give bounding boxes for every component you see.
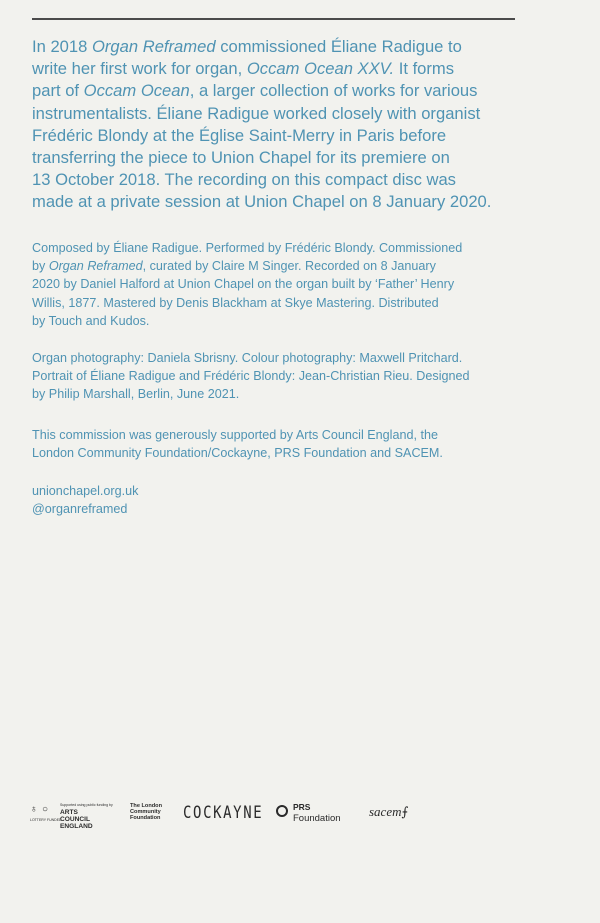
ace-funding-text: Supported using public funding by [60,803,113,807]
ace-name: ARTS COUNCIL ENGLAND [60,809,93,830]
intro-line: made at a private session at Union Chapel on 8 January 2020. [32,192,492,212]
support-statement [32,426,532,462]
intro-line: 13 October 2018. The recording on this compact disc was [32,170,456,190]
intro-paragraph [32,36,532,214]
credits-line: by Touch and Kudos. [32,313,150,328]
credits-line: by Organ Reframed, curated by Claire M Singer. Recorded on 8 January [32,259,436,274]
support-line: London Community Foundation/Cockayne, PRS Foundation and SACEM. [32,446,443,461]
prs-foundation-logo [276,803,356,829]
credits-line: Willis, 1877. Mastered by Denis Blackham at Skye Mastering. Distributed [32,295,439,310]
tlcf-line: The London [130,803,163,809]
lottery-funded-text: LOTTERY FUNDED [30,818,62,822]
photo-line: Organ photography: Daniela Sbrisny. Colour photography: Maxwell Pritchard. [32,351,463,365]
tlcf-line: Community [130,809,161,816]
credits-line: 2020 by Daniel Halford at Union Chapel on the organ built by ‘Father’ Henry [32,277,455,292]
credits-paragraph [32,239,532,330]
intro-line: instrumentalists. Éliane Radigue worked closely with organist [32,103,481,123]
prs-name: PRS [293,802,311,812]
cockayne-logo: COCKAYNE [183,803,264,823]
photography-credits [32,349,532,404]
london-community-foundation-logo [130,803,168,822]
links-block [32,482,532,518]
sacem-text: sacem [369,804,402,819]
intro-line: In 2018 Organ Reframed commissioned Éliane Radigue to [32,37,462,56]
tlcf-line: Foundation [130,815,161,822]
sacem-swoosh-icon: ⨍ [401,804,409,819]
prs-disc-icon [276,805,288,817]
intro-line: Frédéric Blondy at the Église Saint-Merry in Paris before [32,125,447,145]
sacem-logo [369,804,408,820]
top-rule [32,18,515,20]
lottery-circle-icon: ○ [42,804,49,815]
website-link[interactable]: unionchapel.org.uk [32,484,139,498]
photo-line: Portrait of Éliane Radigue and Frédéric Blondy: Jean-Christian Rieu. Designed [32,369,470,384]
support-line: This commission was generously supported by Arts Council England, the [32,428,439,442]
intro-line: part of Occam Ocean, a larger collection of works for various [32,81,478,101]
lottery-fingers-icon: ♁ [30,804,38,815]
prs-foundation-text: Foundation [293,813,341,824]
arts-council-england-logo [30,803,113,830]
credits-line: Composed by Éliane Radigue. Performed by Frédéric Blondy. Commissioned [32,241,463,255]
intro-line: transferring the piece to Union Chapel for its premiere on [32,148,450,168]
intro-line: write her first work for organ, Occam Ocean XXV. It forms [32,59,455,79]
sponsor-logos [30,800,450,830]
social-handle[interactable]: @organreframed [32,502,128,517]
photo-line: by Philip Marshall, Berlin, June 2021. [32,387,240,402]
